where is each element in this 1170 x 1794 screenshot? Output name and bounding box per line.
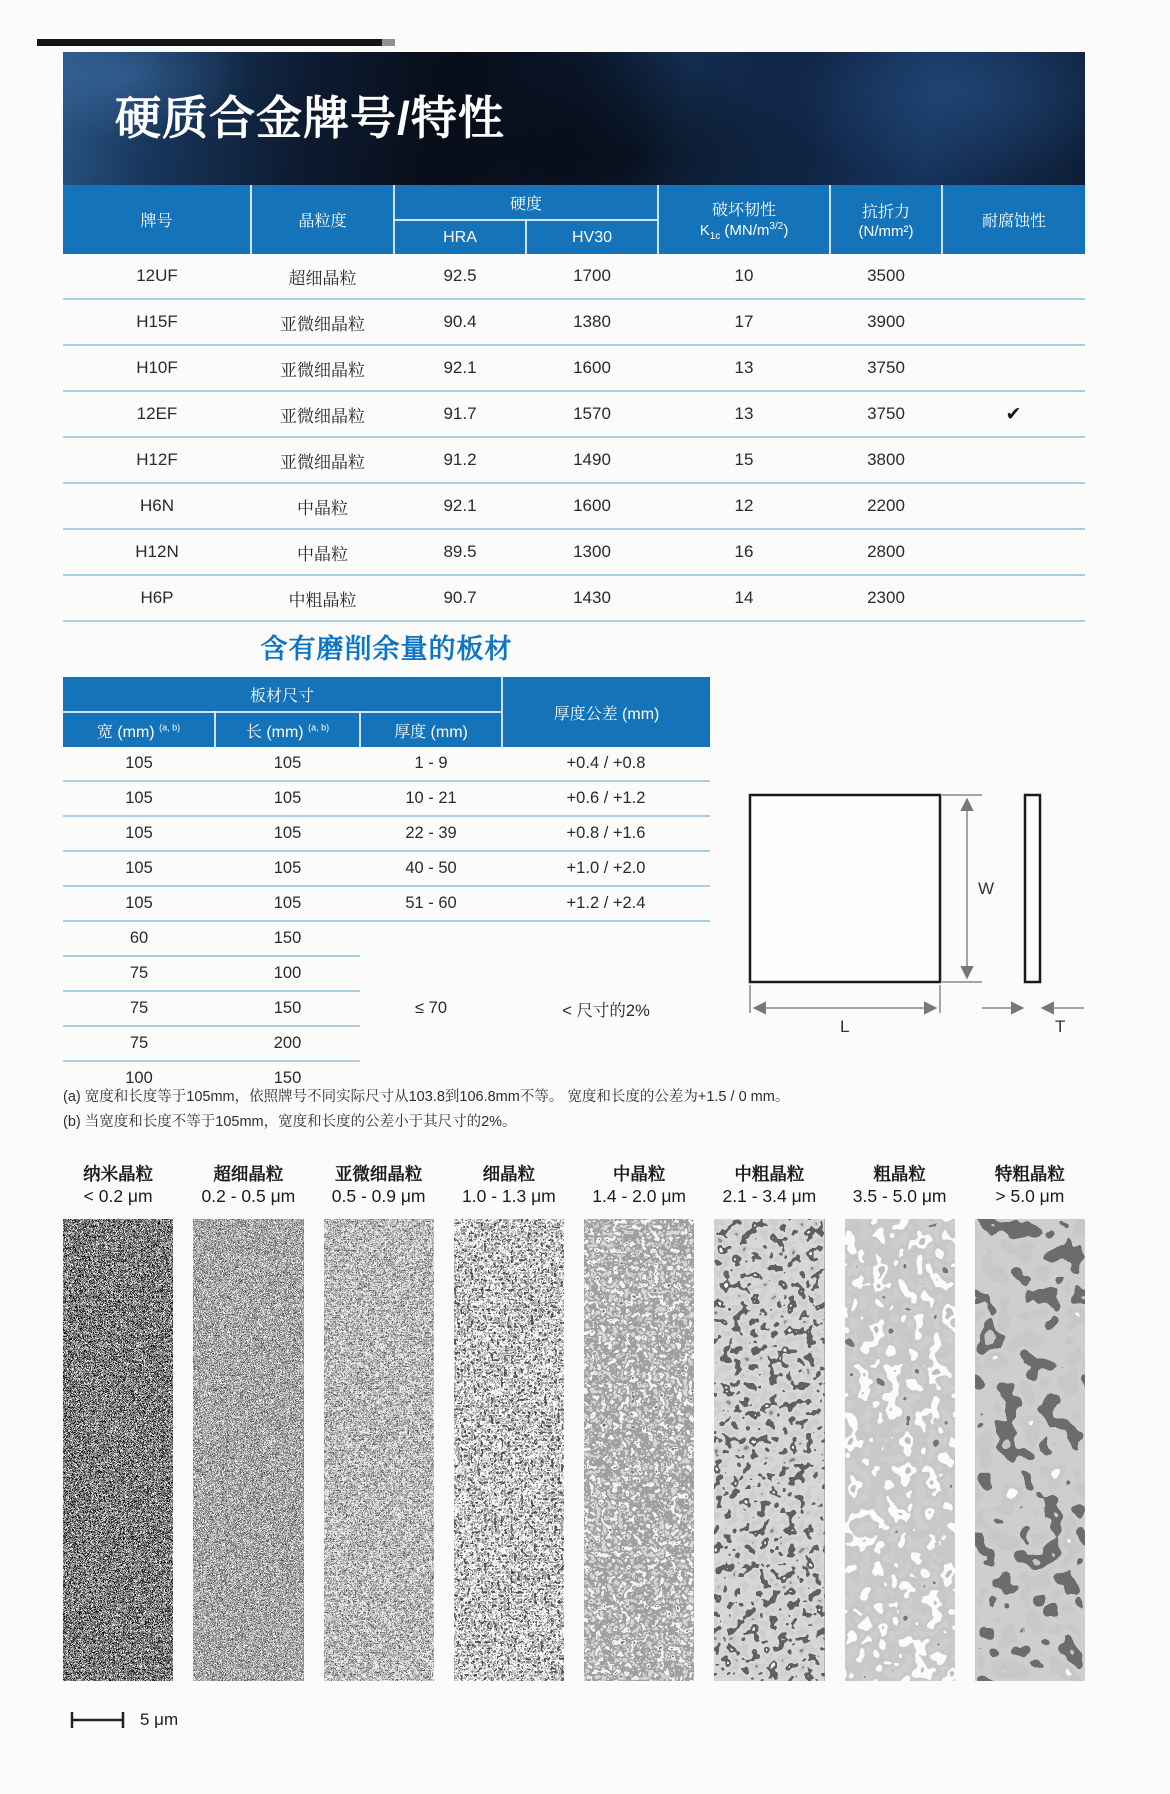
cell-hra: 90.7 [394,575,526,621]
cell-width: 105 [63,781,215,816]
col-header-plate-size: 板材尺寸 [63,677,502,712]
grain-size-range: 1.4 - 2.0 μm [592,1186,686,1206]
col-header-hv30: HV30 [526,220,658,254]
cell-trs: 3500 [830,254,942,299]
cell-corrosion [942,529,1085,575]
plate-row [63,1026,710,1061]
cell-hra: 91.2 [394,437,526,483]
cell-hv30: 1570 [526,391,658,437]
grain-class-name: 纳米晶粒 [83,1164,154,1184]
cell-corrosion [942,437,1085,483]
cell-thickness: ≤ 70 [415,999,447,1017]
micrograph-column [454,1163,564,1681]
cell-trs: 3900 [830,299,942,345]
cell-corrosion: ✔ [942,391,1085,437]
footnote-a: (a) 宽度和长度等于105mm，依照牌号不同实际尺寸从103.8到106.8mm不等。 宽度和长度的公差为+1.5 / 0 mm。 [63,1089,790,1105]
cell-width: 75 [63,1026,215,1061]
cell-width: 105 [63,747,215,781]
col-header-hardness: 硬度 [394,185,658,220]
cell-width: 60 [63,921,215,956]
cell-thickness: 51 - 60 [360,886,502,921]
grain-size-range: > 5.0 μm [995,1186,1065,1206]
micrograph-column [845,1163,955,1681]
plate-top-view [750,795,940,982]
cell-trs: 3750 [830,345,942,391]
micrograph-column [193,1163,303,1681]
cell-corrosion [942,299,1085,345]
footnote-b: (b) 当宽度和长度不等于105mm，宽度和长度的公差小于其尺寸的2%。 [63,1114,517,1130]
grain-class-name: 特粗晶粒 [994,1164,1065,1184]
cell-width: 75 [63,956,215,991]
cell-width: 105 [63,886,215,921]
micrograph-image [845,1219,955,1681]
plate-row [63,991,710,1026]
cell-width: 105 [63,816,215,851]
col-header-grain-size: 晶粒度 [251,185,394,254]
grade-row-H12N [63,529,1085,575]
plate-row [63,956,710,991]
cell-thickness: 10 - 21 [360,781,502,816]
cell-grain: 中晶粒 [251,529,394,575]
cell-trs: 2800 [830,529,942,575]
col-header-hra: HRA [394,220,526,254]
cell-hra: 90.4 [394,299,526,345]
thickness-dimension-label: T [1055,1017,1066,1036]
trs-label-line2: (N/mm²) [858,223,914,240]
grain-class-name: 中粗晶粒 [734,1164,805,1184]
cell-thickness [360,956,502,991]
cell-grade: H12F [63,437,251,483]
grades-properties-table [63,185,1085,622]
cell-tolerance: +1.2 / +2.4 [502,886,710,921]
cell-trs: 3800 [830,437,942,483]
cell-grain: 亚微细晶粒 [251,437,394,483]
cell-hv30: 1300 [526,529,658,575]
col-header-grade: 牌号 [63,185,251,254]
cell-tolerance: +1.0 / +2.0 [502,851,710,886]
grain-size-range: < 0.2 μm [83,1186,153,1206]
cell-tolerance [502,1026,710,1061]
grain-class-name: 中晶粒 [612,1164,666,1184]
cell-hv30: 1600 [526,483,658,529]
cell-grade: H15F [63,299,251,345]
micrograph-image [975,1219,1085,1681]
cell-trs: 3750 [830,391,942,437]
col-header-fracture-toughness [658,185,830,254]
cell-thickness [360,921,502,956]
micrograph-image [454,1219,564,1681]
cell-grade: 12UF [63,254,251,299]
cell-length: 105 [215,886,360,921]
cell-hv30: 1490 [526,437,658,483]
cell-grain: 亚微细晶粒 [251,345,394,391]
page-title: 硬质合金牌号/特性 [115,92,505,144]
grain-size-range: 3.5 - 5.0 μm [852,1186,947,1206]
plates-table-header [63,677,710,747]
cell-hv30: 1700 [526,254,658,299]
grain-size-range: 0.2 - 0.5 μm [201,1186,296,1206]
cell-k1c: 17 [658,299,830,345]
cell-length: 105 [215,747,360,781]
width-dimension-label: W [978,879,995,898]
grain-size-range: 0.5 - 0.9 μm [331,1186,426,1206]
micrograph-column [63,1163,173,1681]
cell-k1c: 10 [658,254,830,299]
cell-k1c: 15 [658,437,830,483]
cell-length: 150 [215,921,360,956]
length-dimension-label: L [840,1017,850,1036]
plates-section-title: 含有磨削余量的板材 [260,634,513,664]
cell-width: 100 [125,1069,153,1087]
cell-hv30: 1380 [526,299,658,345]
cell-k1c: 13 [658,345,830,391]
cell-length: 200 [215,1026,360,1061]
micrograph-column [584,1163,694,1681]
page-header-banner [63,52,1085,185]
micrograph-column [324,1163,434,1681]
cell-hra: 92.1 [394,345,526,391]
col-header-thickness: 厚度 (mm) [360,712,502,747]
grade-row-H6P [63,575,1085,621]
grain-class-name: 超细晶粒 [213,1164,284,1184]
cell-grain: 中粗晶粒 [251,575,394,621]
grade-row-12EF [63,391,1085,437]
grade-row-H10F [63,345,1085,391]
col-header-corrosion-resistance: 耐腐蚀性 [942,185,1085,254]
col-header-transverse-rupture-strength [830,185,942,254]
cell-grade: 12EF [63,391,251,437]
cell-length: 105 [215,851,360,886]
micrograph-image [193,1219,303,1681]
cell-corrosion [942,483,1085,529]
cell-hv30: 1430 [526,575,658,621]
cell-grain: 亚微细晶粒 [251,391,394,437]
scan-artifact-chip [382,39,395,46]
plate-row [63,781,710,816]
scan-artifact-bar [37,39,382,46]
cell-length: 100 [215,956,360,991]
cell-tolerance [502,956,710,991]
grade-row-H6N [63,483,1085,529]
micrograph-image [714,1219,824,1681]
cell-tolerance: +0.4 / +0.8 [502,747,710,781]
plate-dimensions-table [63,677,710,1095]
cell-corrosion [942,575,1085,621]
cell-tolerance: < 尺寸的2% [562,1001,650,1020]
cell-length: 105 [215,781,360,816]
grade-row-12UF [63,254,1085,299]
grain-class-name: 粗晶粒 [873,1164,926,1184]
plate-side-view [1025,795,1040,982]
scale-bar-icon [70,1710,128,1730]
cell-length: 150 [273,1069,302,1087]
grades-table-header [63,185,1085,254]
cell-grade: H6N [63,483,251,529]
plate-row [63,851,710,886]
micrograph-column [975,1163,1085,1681]
cell-hra: 92.5 [394,254,526,299]
cell-grade: H10F [63,345,251,391]
micrograph-column [714,1163,824,1681]
toughness-label-line1: 破坏韧性 [712,202,777,219]
cell-grain: 中晶粒 [251,483,394,529]
micrograph-image [63,1219,173,1681]
cell-tolerance: +0.8 / +1.6 [502,816,710,851]
cell-hv30: 1600 [526,345,658,391]
scale-bar-label: 5 μm [140,1710,179,1729]
grain-size-range: 1.0 - 1.3 μm [462,1186,556,1206]
cell-k1c: 13 [658,391,830,437]
footnotes [63,1085,1073,1135]
cell-width: 105 [63,851,215,886]
cell-hra: 92.1 [394,483,526,529]
toughness-label-line2: $K_{1c}$ $(MN/m^{3/2})$ [699,221,789,242]
cell-tolerance [502,921,710,956]
plate-row [63,747,710,781]
cell-length: 105 [215,816,360,851]
cell-tolerance: +0.6 / +1.2 [502,781,710,816]
grain-class-name: 细晶粒 [482,1164,536,1184]
plate-dimension-diagram [740,780,1100,1040]
cell-trs: 2200 [830,483,942,529]
cell-k1c: 14 [658,575,830,621]
plate-row [63,816,710,851]
cell-corrosion [942,254,1085,299]
cell-grain: 超细晶粒 [251,254,394,299]
col-header-length: 长 (mm) $^{(a, b)}$ [215,712,360,747]
trs-label-line1: 抗折力 [862,204,911,221]
cell-grain: 亚微细晶粒 [251,299,394,345]
scale-bar [70,1710,178,1730]
cell-length: 150 [215,991,360,1026]
cell-grade: H6P [63,575,251,621]
micrograph-image [584,1219,694,1681]
grade-row-H15F [63,299,1085,345]
cell-k1c: 16 [658,529,830,575]
micrograph-image [324,1219,434,1681]
cell-thickness: 40 - 50 [360,851,502,886]
cell-grade: H12N [63,529,251,575]
col-header-thickness-tolerance: 厚度公差 (mm) [502,677,710,747]
cell-width: 75 [63,991,215,1026]
cell-trs: 2300 [830,575,942,621]
cell-corrosion [942,345,1085,391]
plate-row [63,886,710,921]
cell-k1c: 12 [658,483,830,529]
grain-class-name: 亚微细晶粒 [334,1164,423,1184]
cell-thickness [360,1026,502,1061]
col-header-width: 宽 (mm) $^{(a, b)}$ [63,712,215,747]
cell-hra: 91.7 [394,391,526,437]
cell-thickness: 22 - 39 [360,816,502,851]
plate-row [63,921,710,956]
cell-thickness: 1 - 9 [360,747,502,781]
cell-hra: 89.5 [394,529,526,575]
grade-row-H12F [63,437,1085,483]
grain-size-micrographs [63,1163,1085,1681]
grain-size-range: 2.1 - 3.4 μm [722,1186,817,1206]
